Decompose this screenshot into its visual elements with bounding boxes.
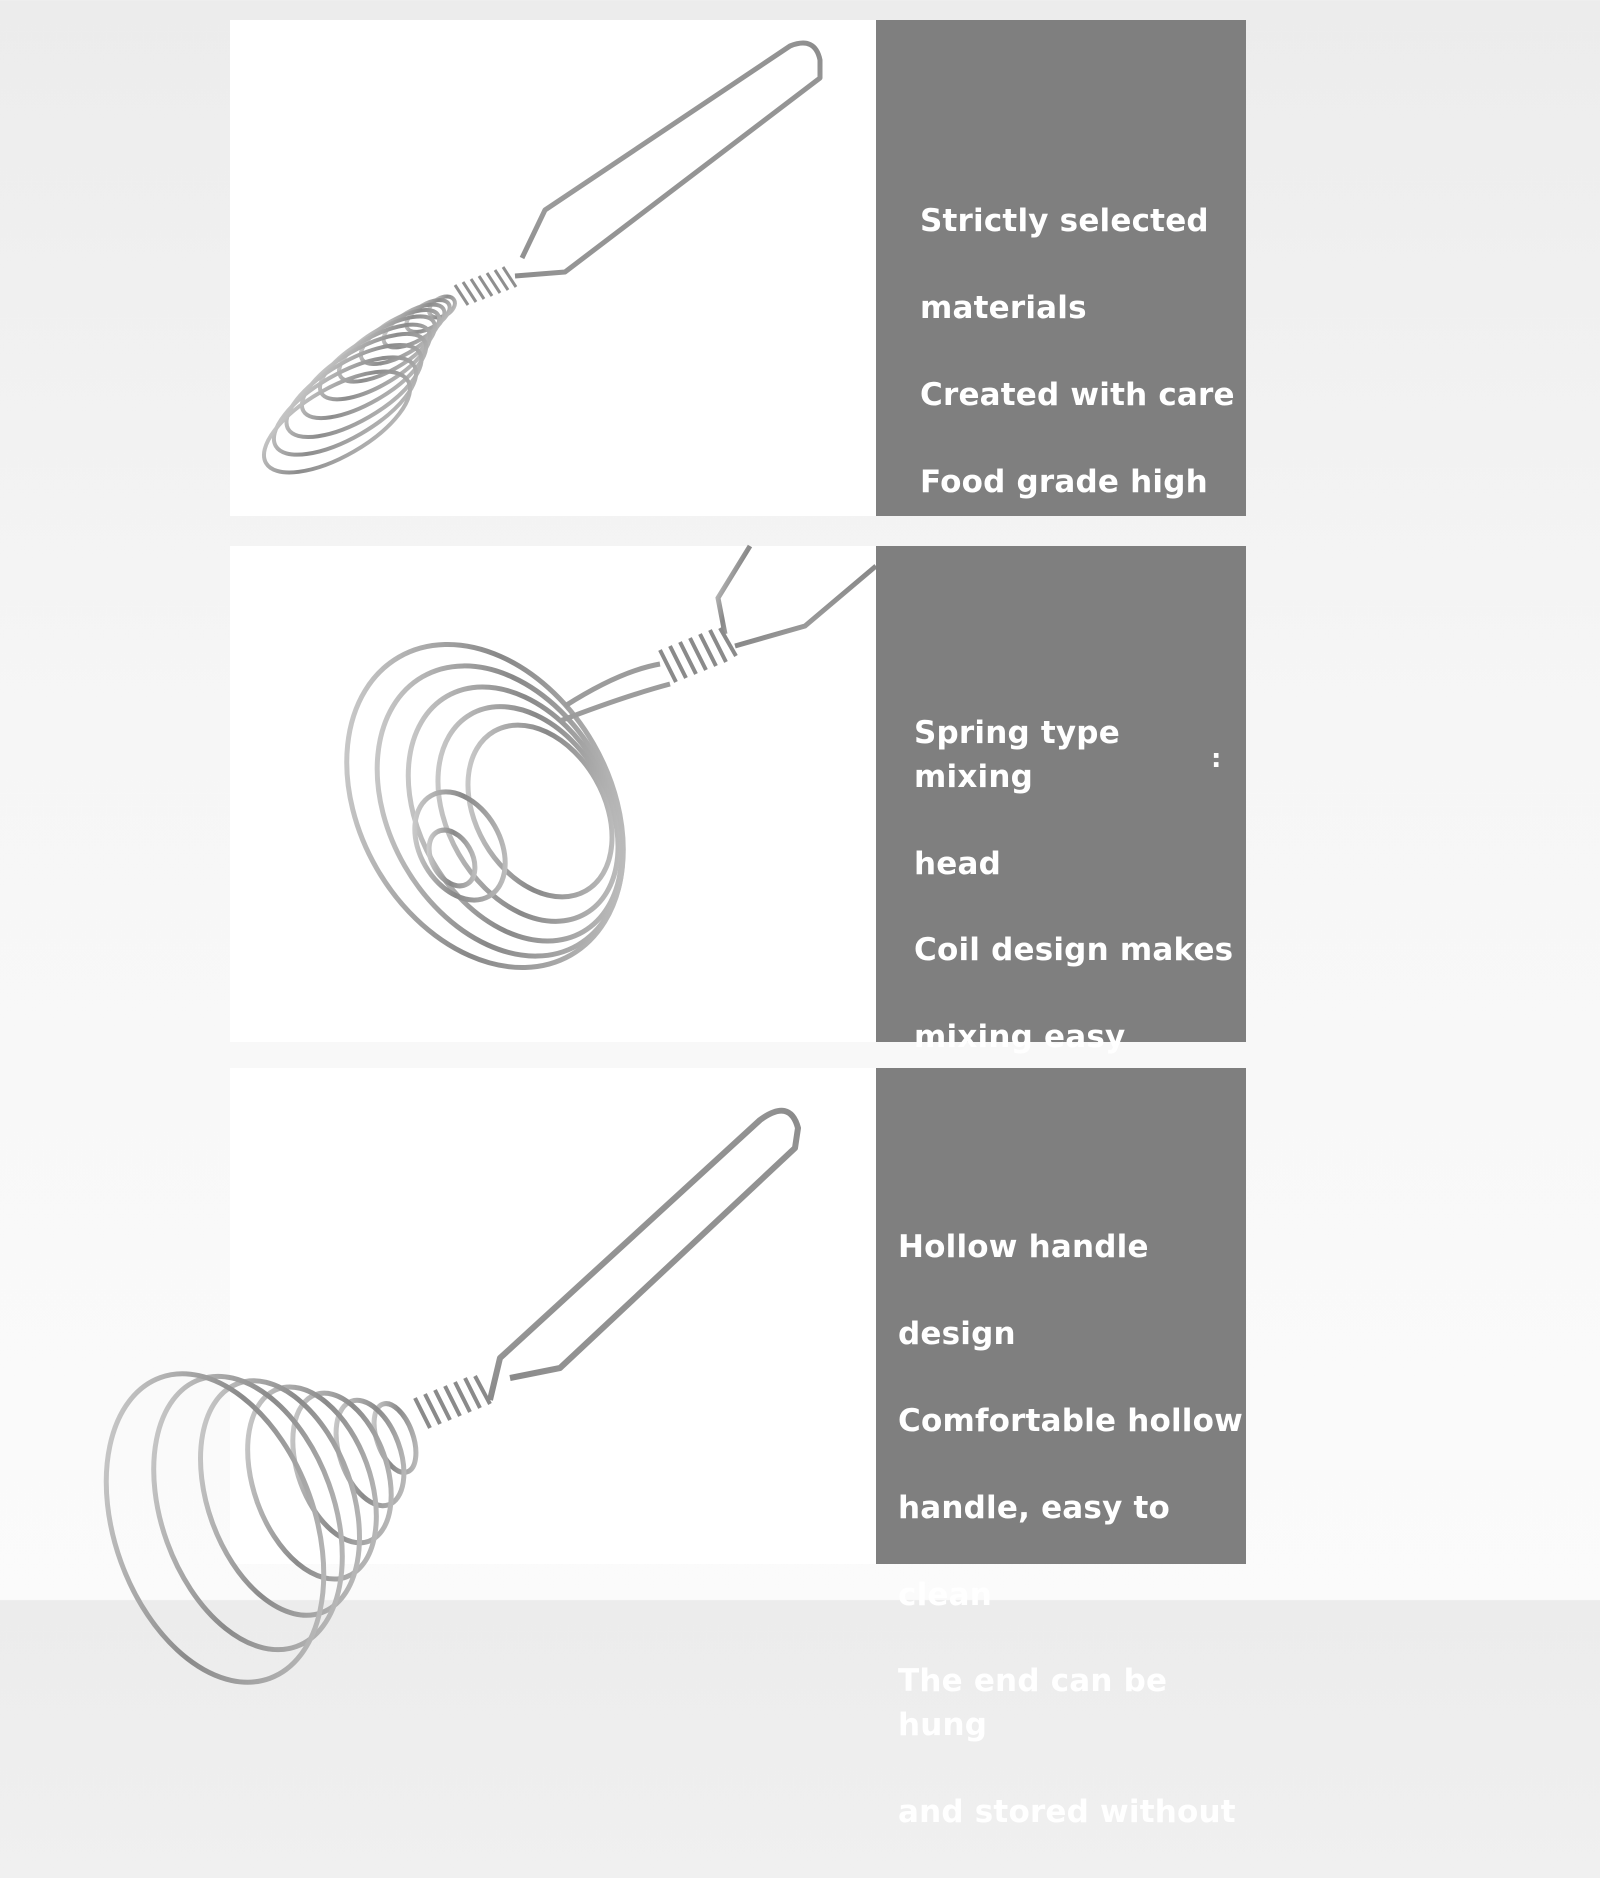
feature-line: clean [898,1576,993,1613]
feature-line: design [898,1316,1016,1353]
product-photo-3 [230,1068,876,1564]
colon-marker: : [1211,744,1222,774]
feature-line: Created with care [920,377,1235,414]
feature-line: head [914,845,1002,882]
product-photo-1 [230,20,876,516]
feature-line: mixing easy [914,1019,1126,1056]
whisk-image-3 [230,1068,876,1564]
feature-line: materials [920,290,1087,327]
feature-line: and stored without [898,1793,1236,1830]
feature-line: handle, easy to [898,1489,1170,1526]
feature-text-hollow-handle [898,1183,1246,1878]
feature-line: Hollow handle [898,1229,1149,1266]
whisk-image-1 [230,20,876,516]
feature-line: Spring type mixing [914,715,1120,795]
product-photo-2 [230,546,876,1042]
feature-box-spring-head [876,546,1246,1056]
feature-line: The end can be hung [898,1663,1168,1743]
feature-box-materials [876,20,1246,516]
feature-line: Food grade high [920,463,1208,500]
whisk-image-2 [230,546,876,1042]
feature-box-hollow-handle [876,1068,1246,1830]
feature-line: Strictly selected [920,203,1209,240]
feature-line: Coil design makes [914,932,1234,969]
feature-line: Comfortable hollow [898,1403,1243,1440]
